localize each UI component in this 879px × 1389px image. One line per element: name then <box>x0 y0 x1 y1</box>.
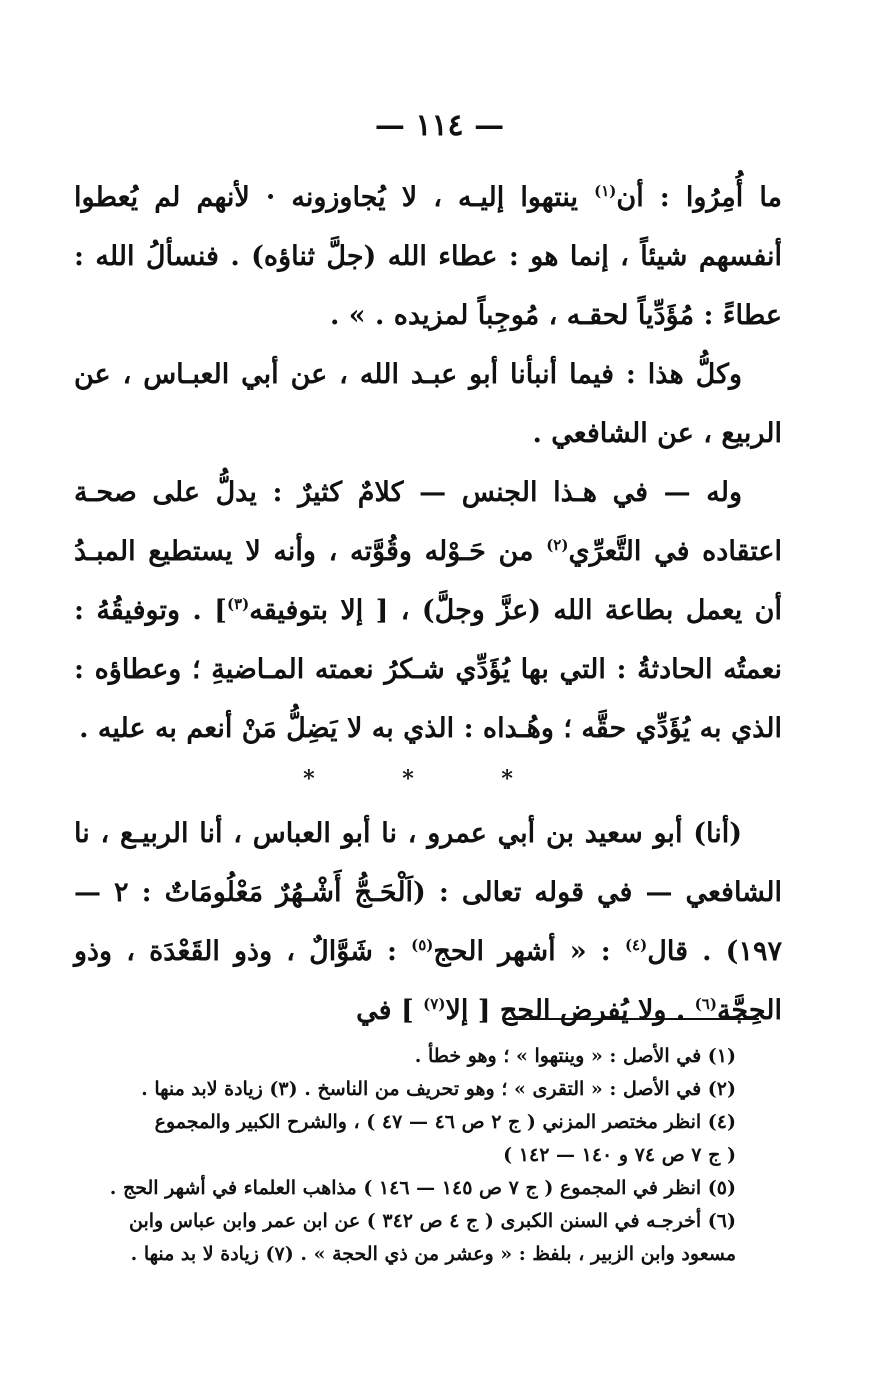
text-run: ] . وتوفيقُهُ : نعمتُه الحادثةُ : التي بها يُؤَدِّي شـكرُ نعمته المـاضيةِ ؛ وعطاؤه : الذي به يُؤَدِّي حقَّه ؛ وهُـداه : الذي به لا يَضِلُّ مَنْ أنعم به عليه . <box>74 595 782 744</box>
text-run: ينتهوا إليـه ، لا يُجاوزونه · لأنهم لم يُعطوا أنفسهم شيئاً ، إنما هو : عطاء الله (جلَّ ثناؤه) . فنسألُ الله : عطاءً : مُؤَدِّياً لحقـه ، مُوجِباً لمزيده . » . <box>74 182 782 331</box>
footnote-marker: (٦) <box>694 995 717 1013</box>
footnote-marker: (١) <box>594 182 617 200</box>
footnote-marker: (٤) <box>624 936 648 954</box>
footnote-line: (٢) في الأصل : « التقرى » ؛ وهو تحريف من الناسخ . (٣) زيادة لابد منها . <box>141 1078 736 1100</box>
paragraph <box>74 168 782 345</box>
footnotes <box>100 1040 736 1271</box>
paragraph <box>74 463 782 758</box>
text-run: وله — في هـذا الجنس — كلامٌ كثيرٌ : يدلُّ على صحـة اعتقاده في التَّعرِّي <box>74 477 782 567</box>
text-run: من حَـوْله وقُوَّته ، وأنه لا يستطيع المبـدُ أن يعمل بطاعة الله (عزَّ وجلَّ) ، [ إلا بتوفيقه <box>74 536 782 626</box>
footnote-line: (٥) انظر في المجموع ( ج ٧ ص ١٤٥ — ١٤٦ ) مذاهب العلماء في أشهر الحج . <box>109 1177 736 1199</box>
footnote-marker: (٢) <box>546 536 569 554</box>
text-run: وكلُّ هذا : فيما أنبأنا أبو عبـد الله ، عن أبي العبـاس ، عن الربيع ، عن الشافعي . <box>74 359 782 449</box>
text-run: : « أشهر الحج <box>433 936 625 967</box>
footnote-marker: (٥) <box>411 936 434 954</box>
text-run: ] في <box>356 995 424 1026</box>
paragraph <box>74 804 782 1040</box>
section-separator: * * * <box>303 766 553 792</box>
text-run: (أنا) أبو سعيد بن أبي عمرو ، نا أبو العباس ، أنا الربيـع ، نا الشافعي — في قوله تعالى : (اَلْحَـجُّ أَشْـهُرٌ مَعْلُومَاتٌ : ٢ — ١٩٧) . قال <box>74 818 782 967</box>
footnote-marker: (٧) <box>423 995 446 1013</box>
footnote-line: (١) في الأصل : « وينتهوا » ؛ وهو خطأ . <box>414 1045 736 1067</box>
footnote-line: (٦) أخرجـه في السنن الكبرى ( ج ٤ ص ٣٤٢ ) عن ابن عمر وابن عباس وابن <box>128 1210 736 1232</box>
footnote-line: مسعود وابن الزبير ، بلفظ : « وعشر من ذي الحجة » . (٧) زيادة لا بد منها . <box>130 1243 736 1265</box>
footnote-line: ( ج ٧ ص ٧٤ و ١٤٠ — ١٤٢ ) <box>503 1144 736 1166</box>
footnote-line: (٤) انظر مختصر المزني ( ج ٢ ص ٤٦ — ٤٧ ) ، والشرح الكبير والمجموع <box>154 1111 736 1133</box>
paragraph <box>74 345 782 463</box>
text-run: : شَوَّالٌ ، وذو القَعْدَة ، وذو الحِجَّة <box>74 936 782 1026</box>
text-run: . ولا يُفرض الحج [ إلا <box>445 995 695 1026</box>
footnote-divider <box>504 1018 759 1020</box>
footnote-marker: (٣) <box>226 595 250 613</box>
page-number: — ١١٤ — <box>374 108 505 143</box>
main-text <box>74 168 782 1040</box>
text-run: ما أُمِرُوا : أن <box>616 182 783 213</box>
